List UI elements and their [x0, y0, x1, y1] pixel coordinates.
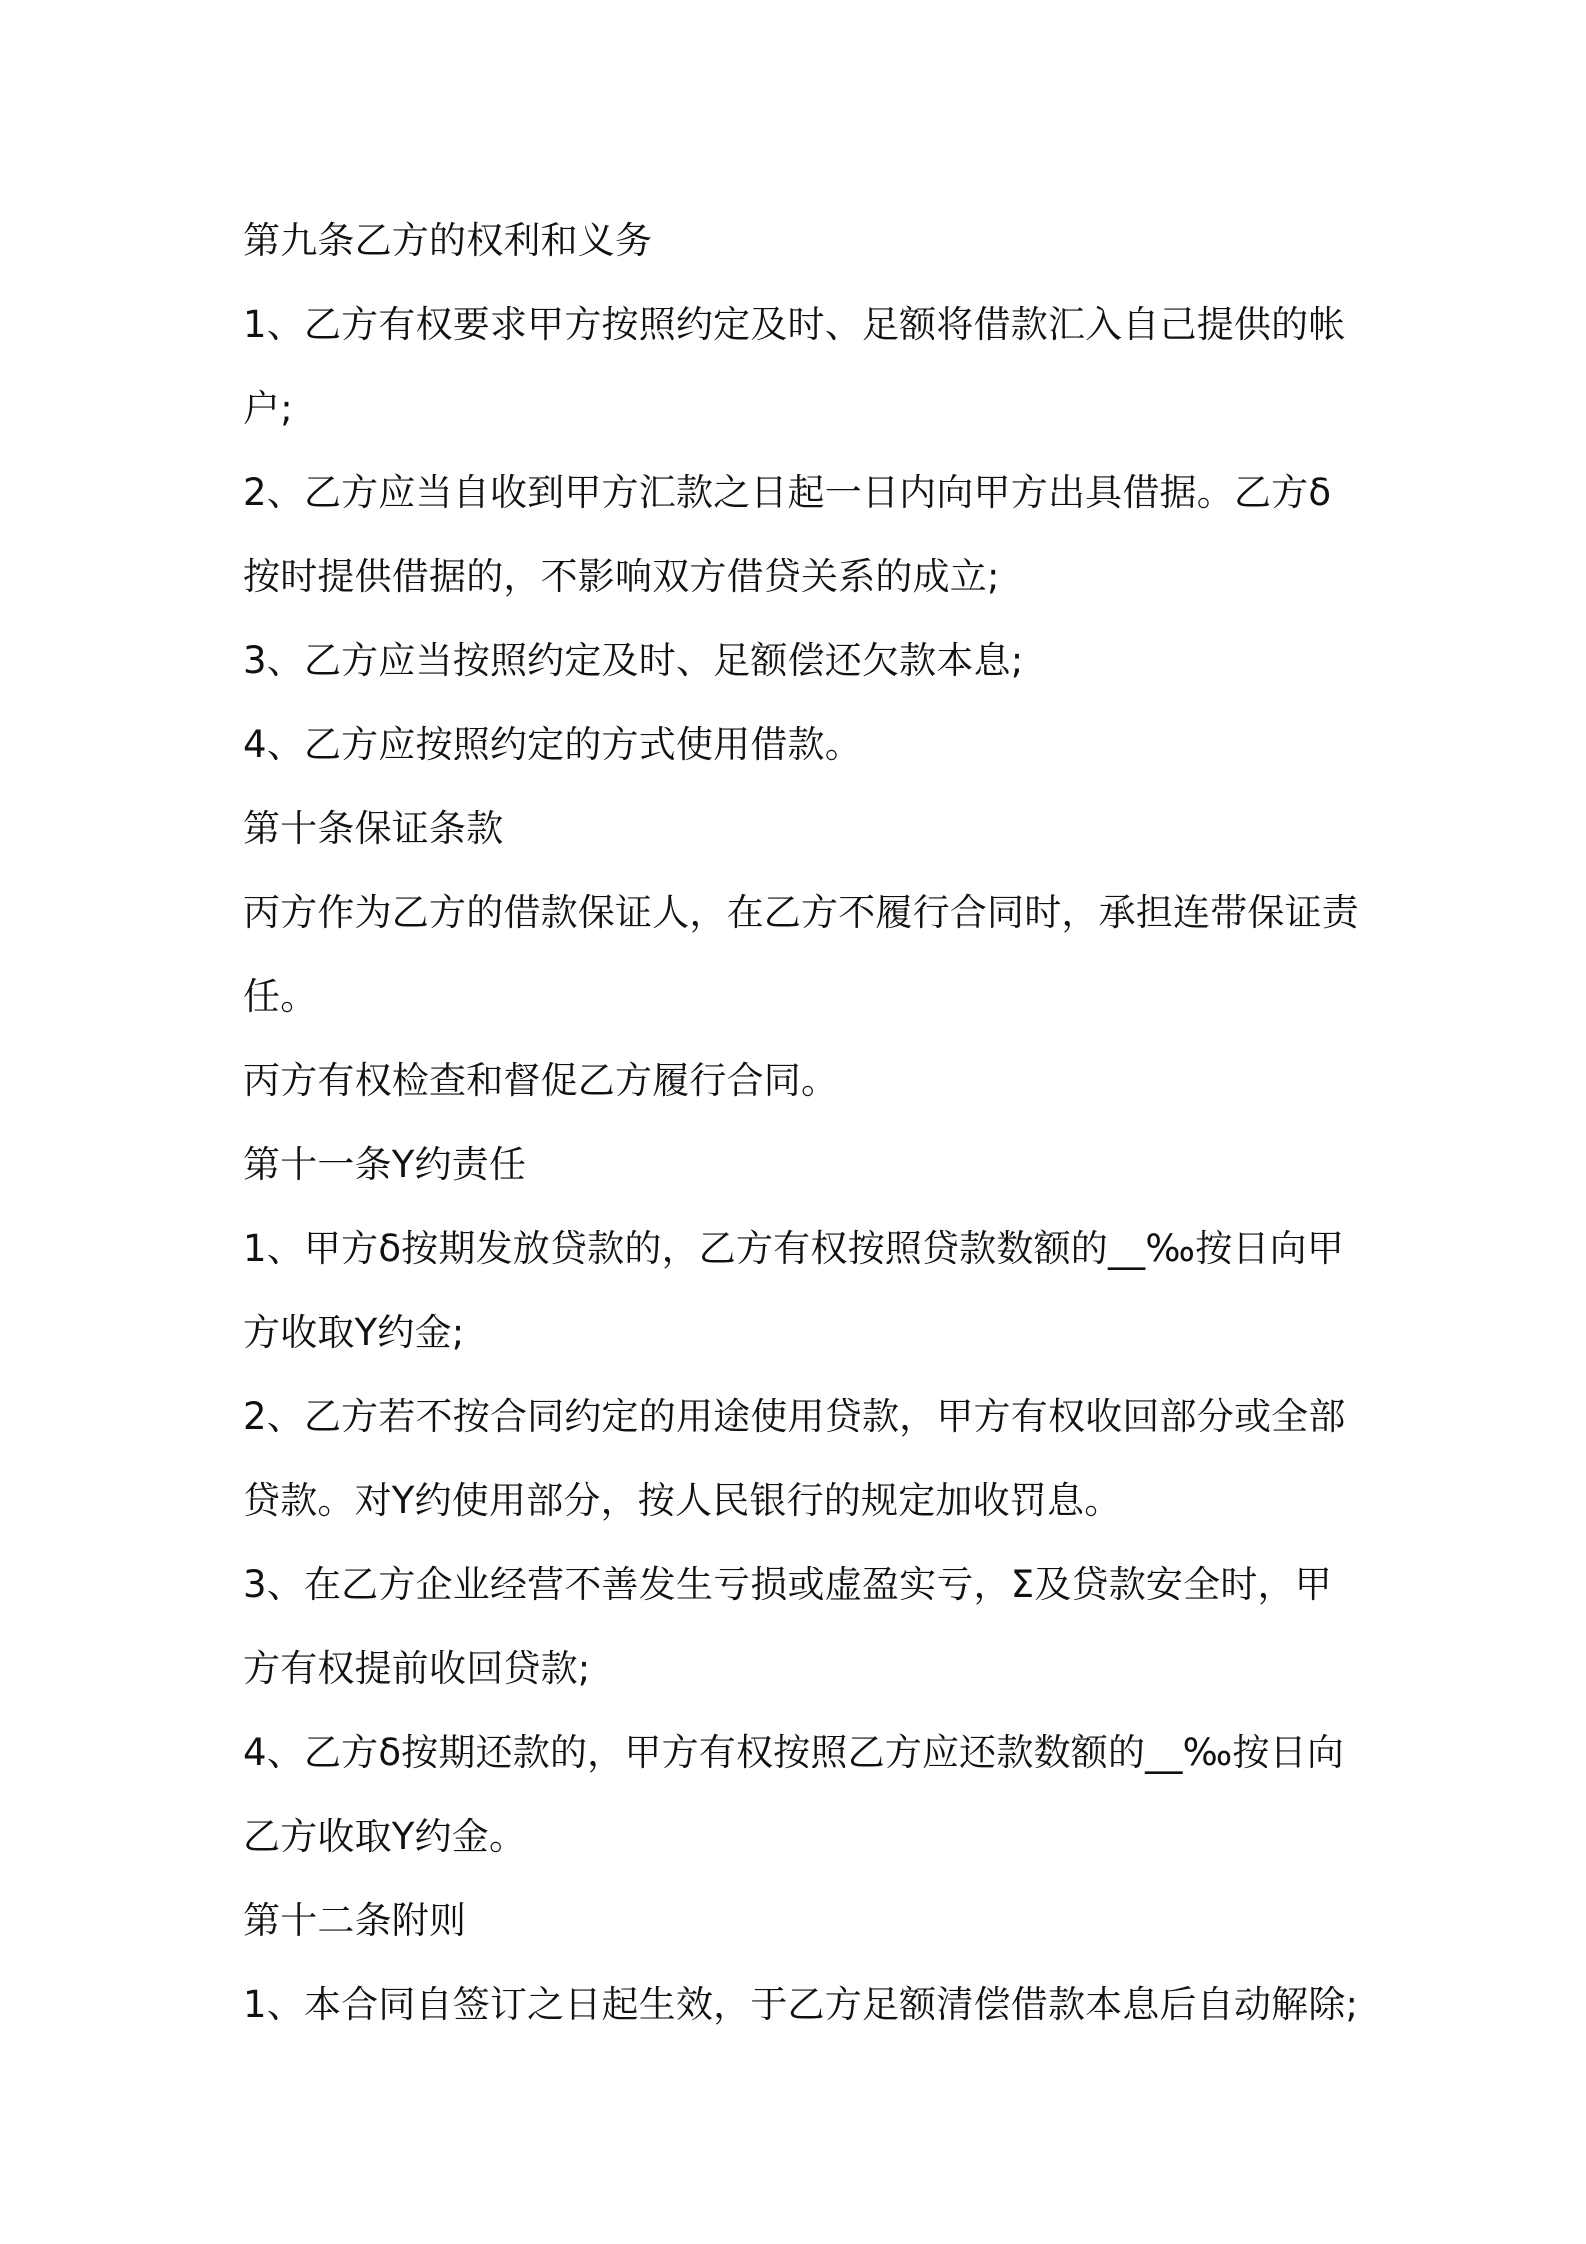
article-12-heading: 第十二条附则 [243, 1899, 467, 1942]
article-11-item-3-line-2: 方有权提前收回贷款; [243, 1647, 591, 1690]
article-9-heading: 第九条乙方的权利和义务 [243, 219, 653, 262]
article-11-heading: 第十一条Y约责任 [243, 1143, 527, 1186]
article-10-heading: 第十条保证条款 [243, 807, 504, 850]
article-9-item-1-line-1: 1、乙方有权要求甲方按照约定及时、足额将借款汇入自己提供的帐 [243, 303, 1346, 346]
article-11-item-2-line-2: 贷款。对Y约使用部分，按人民银行的规定加收罚息。 [243, 1479, 1122, 1522]
article-11-item-4-line-2: 乙方收取Y约金。 [243, 1815, 527, 1858]
article-10-paragraph-2: 丙方有权检查和督促乙方履行合同。 [243, 1059, 839, 1102]
document-body [243, 199, 1363, 2047]
article-11-item-1-line-1: 1、甲方δ按期发放贷款的，乙方有权按照贷款数额的__‰按日向甲 [243, 1227, 1345, 1270]
article-9-item-3: 3、乙方应当按照约定及时、足额偿还欠款本息; [243, 639, 1024, 682]
article-12-item-1: 1、本合同自签订之日起生效，于乙方足额清偿借款本息后自动解除; [243, 1983, 1359, 2026]
article-9-item-2-line-2: 按时提供借据的，不影响双方借贷关系的成立; [243, 555, 1000, 598]
article-10-paragraph-1-line-1: 丙方作为乙方的借款保证人，在乙方不履行合同时，承担连带保证责 [243, 891, 1359, 934]
article-11-item-3-line-1: 3、在乙方企业经营不善发生亏损或虚盈实亏，Σ及贷款安全时，甲 [243, 1563, 1332, 1606]
article-11-item-1-line-2: 方收取Y约金; [243, 1311, 465, 1354]
article-9-item-1-line-2: 户; [243, 387, 293, 430]
article-11-item-4-line-1: 4、乙方δ按期还款的，甲方有权按照乙方应还款数额的__‰按日向 [243, 1731, 1345, 1774]
article-10-paragraph-1-line-2: 任。 [243, 975, 318, 1018]
article-11-item-2-line-1: 2、乙方若不按合同约定的用途使用贷款，甲方有权收回部分或全部 [243, 1395, 1346, 1438]
article-9-item-4: 4、乙方应按照约定的方式使用借款。 [243, 723, 862, 766]
article-9-item-2-line-1: 2、乙方应当自收到甲方汇款之日起一日内向甲方出具借据。乙方δ [243, 471, 1332, 514]
